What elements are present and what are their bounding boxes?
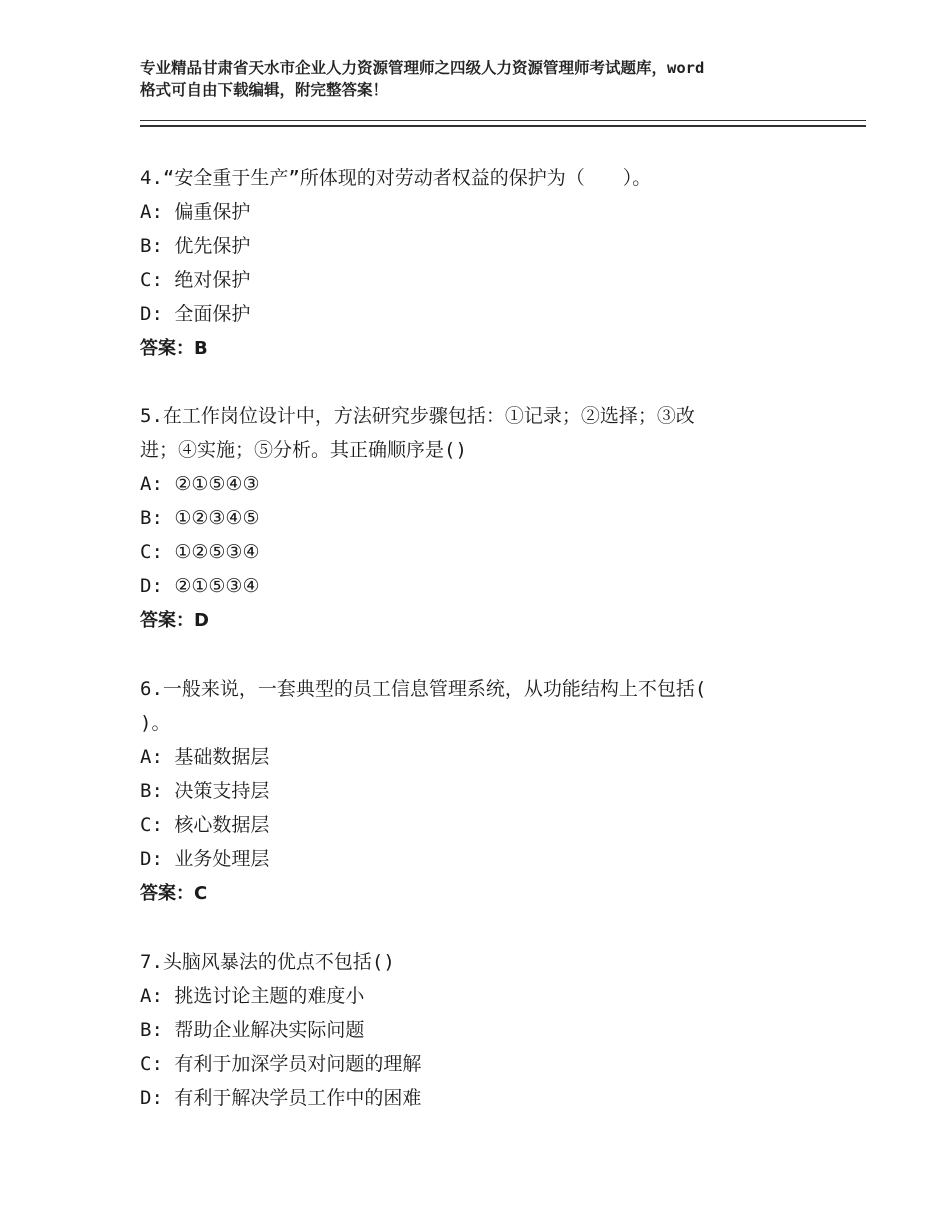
question-7-option-c: C: 有利于加深学员对问题的理解 (140, 1053, 422, 1075)
question-7-option-a: A: 挑选讨论主题的难度小 (140, 985, 365, 1007)
question-4-option-d: D: 全面保护 (140, 303, 251, 325)
document-header (140, 57, 840, 101)
question-5-option-b: B: ①②③④⑤ (140, 507, 260, 529)
header-line-1: 专业精品甘肃省天水市企业人力资源管理师之四级人力资源管理师考试题库，word (140, 59, 705, 77)
question-6-option-c: C: 核心数据层 (140, 814, 270, 836)
question-6-text-line-1: 6.一般来说，一套典型的员工信息管理系统，从功能结构上不包括( (140, 678, 707, 700)
question-6-option-b: B: 决策支持层 (140, 780, 270, 802)
question-4-answer: 答案：B (140, 338, 208, 359)
question-6-option-a: A: 基础数据层 (140, 746, 270, 768)
question-5-option-c: C: ①②⑤③④ (140, 541, 260, 563)
question-7-text: 7.头脑风暴法的优点不包括() (140, 951, 395, 973)
header-divider-thick (140, 125, 866, 127)
question-4-text: 4.“安全重于生产”所体现的对劳动者权益的保护为（ ）。 (140, 167, 652, 189)
question-5-text-line-1: 5.在工作岗位设计中，方法研究步骤包括：①记录；②选择；③改 (140, 405, 695, 427)
question-5-answer: 答案：D (140, 610, 209, 631)
question-6-answer: 答案：C (140, 883, 208, 904)
question-6-option-d: D: 业务处理层 (140, 848, 270, 870)
question-5-option-d: D: ②①⑤③④ (140, 575, 260, 597)
question-7-option-b: B: 帮助企业解决实际问题 (140, 1019, 365, 1041)
header-divider-thin (140, 120, 866, 121)
question-5-text-line-2: 进；④实施；⑤分析。其正确顺序是() (140, 439, 467, 461)
header-line-2: 格式可自由下载编辑，附完整答案！ (140, 81, 389, 99)
question-4-option-c: C: 绝对保护 (140, 269, 251, 291)
question-5-option-a: A: ②①⑤④③ (140, 473, 260, 495)
question-7-option-d: D: 有利于解决学员工作中的困难 (140, 1087, 422, 1109)
question-6-text-line-2: )。 (140, 712, 171, 734)
question-4-option-b: B: 优先保护 (140, 235, 251, 257)
question-4-option-a: A: 偏重保护 (140, 201, 251, 223)
